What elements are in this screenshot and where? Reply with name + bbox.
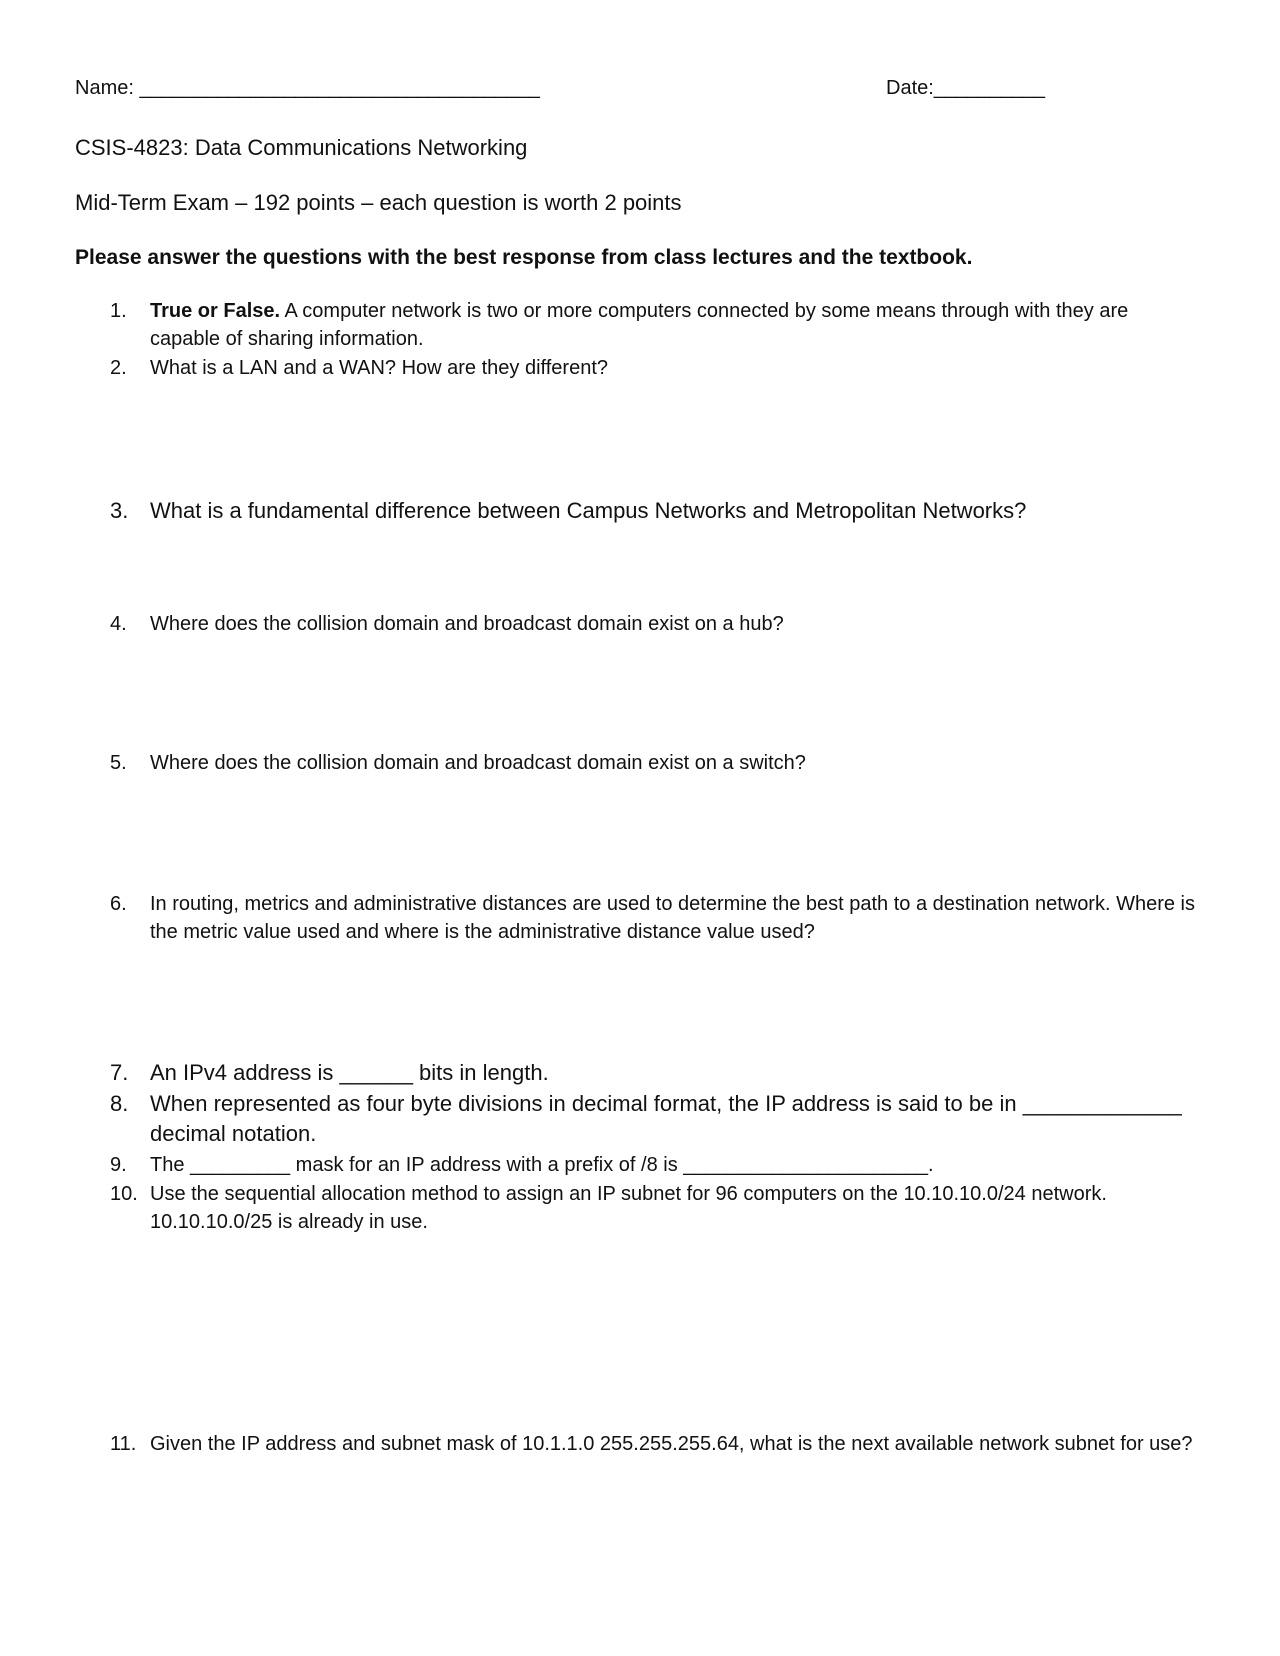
question-text: Use the sequential allocation method to assign an IP subnet for 96 computers on the 10.10.10.0/24 network. 10.10.10.0/25 is already in use. — [150, 1183, 1107, 1233]
question-6 — [110, 890, 1200, 946]
question-text: In routing, metrics and administrative distances are used to determine the best path to a destination network. Where is the metric value used and where is the administrative distance value used? — [150, 893, 1195, 943]
question-text — [150, 297, 1200, 353]
question-number: 2. — [110, 357, 127, 379]
question-text: What is a fundamental difference between Campus Networks and Metropolitan Networks? — [150, 498, 1027, 523]
question-number: 8. — [110, 1091, 129, 1116]
question-3 — [110, 496, 1200, 526]
name-field-label: Name: ____________________________________ — [75, 77, 540, 99]
question-text: Where does the collision domain and broadcast domain exist on a hub? — [150, 613, 784, 635]
question-4 — [110, 610, 1200, 638]
question-number: 5. — [110, 752, 127, 774]
exam-info: Mid-Term Exam – 192 points – each question is worth 2 points — [75, 190, 682, 215]
question-number: 9. — [110, 1154, 127, 1176]
question-lead: True or False. — [150, 300, 281, 322]
question-number: 6. — [110, 893, 127, 915]
question-body: A computer network is two or more computers connected by some means through with they are capable of sharing information. — [150, 300, 1129, 350]
question-number: 7. — [110, 1060, 129, 1085]
question-number: 1. — [110, 300, 127, 322]
question-text: An IPv4 address is ______ bits in length. — [150, 1060, 549, 1085]
question-text: Where does the collision domain and broadcast domain exist on a switch? — [150, 752, 806, 774]
date-field-label: Date:__________ — [886, 77, 1046, 99]
question-5 — [110, 749, 1200, 777]
question-11 — [110, 1430, 1200, 1458]
question-number: 4. — [110, 613, 127, 635]
question-text: Given the IP address and subnet mask of 10.1.1.0 255.255.255.64, what is the next available network subnet for use? — [150, 1433, 1193, 1455]
question-1 — [110, 297, 1200, 353]
question-7 — [110, 1058, 1200, 1088]
question-2 — [110, 354, 1200, 382]
question-9 — [110, 1151, 1200, 1179]
question-number: 11. — [110, 1433, 137, 1455]
question-10 — [110, 1180, 1200, 1236]
question-text: What is a LAN and a WAN? How are they different? — [150, 357, 608, 379]
question-number: 10. — [110, 1183, 138, 1205]
course-title: CSIS-4823: Data Communications Networking — [75, 135, 528, 160]
question-8 — [110, 1089, 1200, 1149]
instructions: Please answer the questions with the best response from class lectures and the textbook. — [75, 246, 973, 269]
question-text: When represented as four byte divisions in decimal format, the IP address is said to be in _____________ decimal notation. — [150, 1091, 1182, 1146]
question-text: The _________ mask for an IP address with a prefix of /8 is ______________________. — [150, 1154, 934, 1176]
question-number: 3. — [110, 498, 129, 523]
